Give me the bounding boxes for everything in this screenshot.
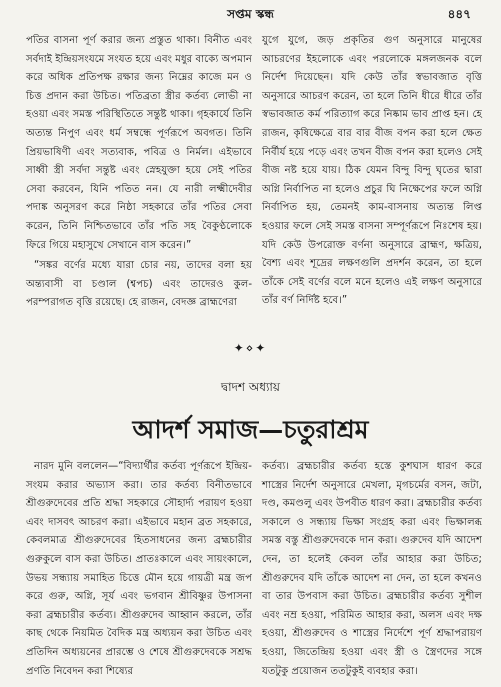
paragraph: “সঙ্কর বর্ণের মধ্যে যারা চোর নয়, তাদের বলা হয় অন্ত্যবাসী বা চণ্ডাল (শ্বপচ) এবং তাদেরও কুল-পরম্পরাগত বৃত্তি রয়েছে। হে রাজন, বেদজ্ঞ ব্রাহ্মণেরা bbox=[26, 260, 252, 309]
page-number: ৪৪৭ bbox=[447, 7, 471, 21]
paragraph: কর্তব্য। ব্রহ্মচারীর কর্তব্য হস্তে কুশঘাস ধারণ করে শাস্ত্রের নির্দেশ অনুসারে মেখলা, মৃগচর্মের বসন, জটা, দণ্ড, কমণ্ডলু এবং উপবীত ধারণ করা। ব্রহ্মচারীর কর্তব্য সকালে ও সন্ধ্যায় ভিক্ষা সংগ্রহ করা এবং ভিক্ষালব্ধ সমস্ত বস্তু শ্রীগুরুদেবকে দান করা। গুরুদেব যদি আদেশ দেন, তা হলেই কেবল তাঁর আহার করা উচিত; শ্রীগুরুদেব যদি তাঁকে আদেশ না দেন, তা হলে কখনও বা তার উপবাস করা উচিত। ব্রহ্মচারীর কর্তব্য সুশীল এবং নম্র হওয়া, পরিমিত আহার করা, অলস এবং দক্ষ হওয়া, শ্রীগুরুদেব ও শাস্ত্রের নির্দেশে পূর্ণ শ্রদ্ধাপরায়ণ হওয়া, জিতেন্দ্রিয় হওয়া এবং স্ত্রী ও স্ত্রৈণদের সঙ্গে যতটুকু প্রয়োজন ততটুকুই ব্যবহার করা। bbox=[262, 461, 482, 677]
right-column-bottom bbox=[262, 458, 482, 681]
left-column-top bbox=[26, 32, 252, 313]
ornament-divider: ✦⋄✦ bbox=[233, 341, 268, 355]
chapter-title: আদর্শ সমাজ—চতুরাশ্রম bbox=[132, 415, 369, 444]
paragraph: নারদ মুনি বললেন—“বিদ্যার্থীর কর্তব্য পূর্ণরূপে ইন্দ্রিয়-সংযম করার অভ্যাস করা। তার কর্তব্য বিনীতভাবে শ্রীগুরুদেবের প্রতি শ্রদ্ধা সহকারে সৌহার্দ্য পরায়ণ হওয়া এবং দাসবৎ আচরণ করা। এইভাবে মহান ব্রত সহকারে, কেবলমাত্র শ্রীগুরুদেবের হিতসাধনের জন্য ব্রহ্মচারীর গুরুকুলে বাস করা উচিত। প্রাতঃকালে এবং সায়ংকালে, উভয় সন্ধ্যায় সমাহিত চিত্তে মৌন হয়ে গায়ত্রী মন্ত্র জপ করে গুরু, অগ্নি, সূর্য এবং ভগবান শ্রীবিষ্ণুর উপাসনা করা ব্রহ্মচারীর কর্তব্য। শ্রীগুরুদেব আহ্বান করলে, তাঁর কাছ থেকে নিয়মিত বৈদিক মন্ত্র অধ্যয়ন করা উচিত এবং প্রতিদিন অধ্যয়নের প্রারম্ভে ও শেষে শ্রীগুরুদেবকে সশ্রদ্ধ প্রণতি নিবেদন করা শিষ্যের bbox=[26, 461, 252, 677]
running-header: সপ্তম স্কন্ধ bbox=[227, 7, 274, 21]
paragraph: পতির বাসনা পূর্ণ করার জন্য প্রস্তুত থাকা। বিনীত এবং সর্বদাই ইন্দ্রিয়সংযমে সংযত হয়ে এবং মধুর বাক্যে অপমান করে অধিক প্রতিপক্ষ রক্ষার জন্য নিম্নের কাজে মন ও চিত্ত প্রদান করা উচিত। পতিব্রতা স্ত্রীর কর্তব্য লোভী না হওয়া এবং সমস্ত পরিস্থিতিতে সন্তুষ্ট থাকা। গৃহকার্যে তিনি অত্যন্ত নিপুণ এবং ধর্ম সম্বন্ধে পূর্ণরূপে অবগত। তিনি প্রিয়ভাষিণী এবং সত্যবাক, পবিত্র ও নির্মল। এইভাবে সাধ্বী স্ত্রী সর্বদা সন্তুষ্ট এবং স্নেহযুক্তা হয়ে সেই পতির সেবা করবেন, যিনি পতিত নন। যে নারী লক্ষ্মীদেবীর পদাঙ্ক অনুসরণ করে নিষ্ঠা সহকারে তাঁর পতির সেবা করেন, তিনি নিশ্চিতভাবে তাঁর পতি সহ বৈকুণ্ঠলোকে ফিরে গিয়ে মহাসুখে সেখানে বাস করেন।” bbox=[26, 35, 252, 251]
left-column-bottom bbox=[26, 458, 252, 681]
right-column-top bbox=[262, 32, 482, 311]
chapter-label: দ্বাদশ অধ্যায় bbox=[221, 380, 280, 394]
paragraph: যুগে যুগে, জড় প্রকৃতির গুণ অনুসারে মানুষের আচরণের ইহলোকে এবং পরলোকে মঙ্গলজনক বলে নির্দেশ দিয়েছেন। যদি কেউ তাঁর স্বভাবজাত বৃত্তি অনুসারে আচরণ করেন, তা হলে তিনি ধীরে ধীরে তাঁর স্বভাবজাত কর্ম পরিত্যাগ করে নিষ্কাম ভাব প্রাপ্ত হন। হে রাজন, কৃষিক্ষেত্রে বার বার বীজ বপন করা হলে ক্ষেত নির্বীর্য হয়ে পড়ে এবং তখন বীজ বপন করা হলেও সেই বীজ নষ্ট হয়ে যায়। ঠিক যেমন বিন্দু বিন্দু ঘৃতের দ্বারা অগ্নি নির্বাপিত না হলেও প্রচুর ঘি নিক্ষেপের ফলে অগ্নি নির্বাপিত হয়, তেমনই কাম-বাসনায় অত্যন্ত লিপ্ত হওয়ার ফলে সেই সমস্ত বাসনা সম্পূর্ণরূপে নিঃশেষ হয়। যদি কেউ উপরোক্ত বর্ণনা অনুসারে ব্রাহ্মণ, ক্ষত্রিয়, বৈশ্য এবং শূদ্রের লক্ষণগুলি প্রদর্শন করেন, তা হলে তাঁকে সেই বর্ণের বলে মনে হলেও এই লক্ষণ অনুসারে তাঁর বর্ণ নির্দিষ্ট হবে।” bbox=[262, 35, 482, 307]
